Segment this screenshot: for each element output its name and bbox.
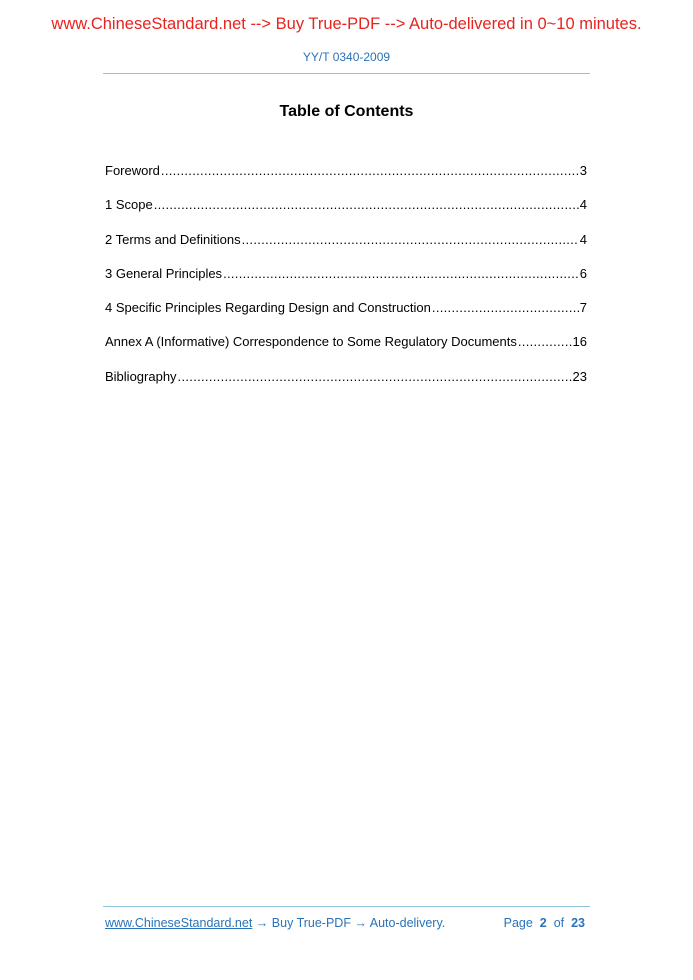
promo-banner[interactable]: www.ChineseStandard.net --> Buy True-PDF --> Auto-delivered in 0~10 minutes. [51,15,642,33]
toc-entry-label: Bibliography [105,368,177,384]
toc-entry-label: Annex A (Informative) Correspondence to Some Regulatory Documents [105,334,517,350]
toc-entry[interactable] [105,333,587,367]
toc-entry-page: 3 [579,163,587,178]
page-current: 2 [539,916,547,930]
dot-leader [432,299,579,316]
toc-entry[interactable] [105,265,587,299]
dot-leader [161,162,579,179]
arrow-right-icon: → [255,916,269,930]
table-of-contents [105,162,587,402]
toc-entry[interactable] [105,231,587,265]
toc-entry[interactable] [105,368,587,402]
toc-entry-label: 2 Terms and Definitions [105,231,241,247]
toc-entry-label: 1 Scope [105,197,153,213]
toc-entry-page: 4 [579,231,587,247]
toc-entry[interactable] [105,196,587,230]
toc-entry[interactable] [105,299,587,333]
toc-title: Table of Contents [279,103,414,120]
dot-leader [154,196,579,213]
toc-entry-label: 3 General Principles [105,265,223,281]
toc-entry-label: Foreword [105,163,160,178]
arrow-right-icon: → [354,916,367,930]
toc-entry-page: 16 [572,334,587,350]
page-number [504,916,585,930]
toc-entry-page: 7 [579,300,587,316]
dot-leader [223,265,579,282]
toc-entry[interactable] [105,162,587,196]
toc-entry-page: 23 [572,368,587,384]
page-total: 23 [571,916,585,930]
dot-leader [242,231,579,248]
header-divider [103,73,590,74]
page-of-label: of [553,916,565,930]
footer-buy-text: Buy True-PDF [271,916,351,930]
toc-entry-label: 4 Specific Principles Regarding Design and Construction [105,300,431,316]
document-code: YY/T 0340-2009 [302,50,391,64]
footer-site-link[interactable]: www.ChineseStandard.net [105,916,253,930]
toc-entry-page: 6 [579,265,587,281]
toc-entry-page: 4 [579,197,587,213]
footer-delivery-text: Auto-delivery. [369,916,446,930]
dot-leader [518,333,572,350]
page-label: Page [503,916,533,930]
page-footer [105,916,585,930]
dot-leader [178,368,572,385]
footer-divider [103,906,590,907]
